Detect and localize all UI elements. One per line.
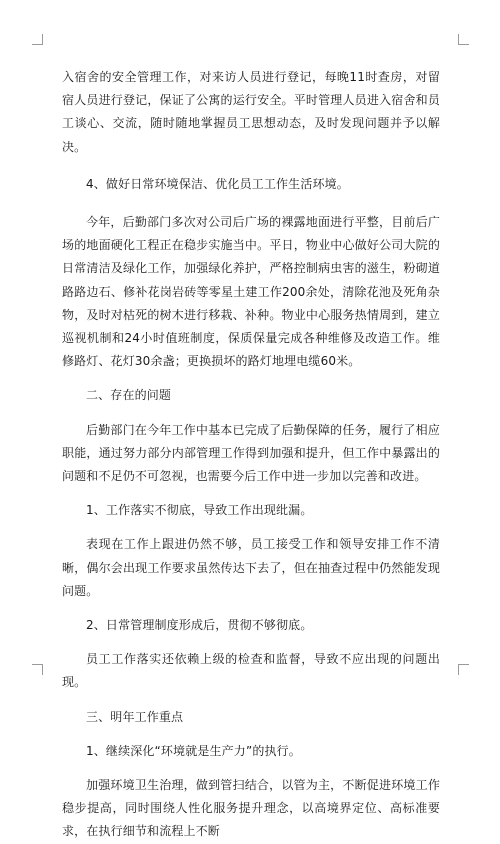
heading-problem-1: 1、工作落实不彻底，导致工作出现纰漏。 xyxy=(86,503,313,518)
paragraph-problem-1-detail: 表现在工作上跟进仍然不够，员工接受工作和领导安排工作不清晰，偶尔会出现工作要求虽然传达下去了，但在抽查过程中仍然能发现问题。 xyxy=(62,537,440,598)
section-heading-problems: 二、存在的问题 xyxy=(86,388,172,403)
heading-problem-2: 2、日常管理制度形成后，贯彻不够彻底。 xyxy=(86,618,313,633)
crop-mark-bottom-left xyxy=(32,664,43,675)
paragraph-problems-summary: 后勤部门在今年工作中基本已完成了后勤保障的任务，履行了相应职能，通过努力部分内部管理工作得到加强和提升，但工作中暴露出的问题和不足仍不可忽视，也需要今后工作中进一步加以完善和改进。 xyxy=(62,422,440,484)
heading-priority-1: 1、继续深化“环境就是生产力”的执行。 xyxy=(86,743,301,758)
paragraph-environment-work: 今年，后勤部门多次对公司后广场的裸露地面进行平整，目前后广场的地面硬化工程正在稳步实施当中。平日，物业中心做好公司大院的日常清洁及绿化工作，加强绿化养护，严格控制病虫害的滋生，粉砌道路路边石、修补花岗岩砖等零星土建工作200余处，清除花池及死角杂物，及时对枯死的树木进行移栽、补种。物业中心服务热情周到，建立巡视机制和24小时值班制度，保质保量完成各种维修及改造工作。维修路灯、花灯30余盏；更换损坏的路灯地埋电缆60米。 xyxy=(62,215,440,369)
document-body xyxy=(62,66,440,844)
crop-mark-top-left xyxy=(32,34,43,45)
section-heading-next-year: 三、明年工作重点 xyxy=(86,709,184,724)
heading-item-4-environment: 4、做好日常环境保洁、优化员工工作生活环境。 xyxy=(86,177,349,192)
paragraph-dormitory-management: 入宿舍的安全管理工作，对来访人员进行登记，每晚11时查房，对留宿人员进行登记，保证了公寓的运行安全。平时管理人员进入宿舍和员工谈心、交流，随时随地掌握员工思想动态，及时发现问题并予以解决。 xyxy=(62,70,440,154)
paragraph-problem-2-detail: 员工工作落实还依赖上级的检查和监督，导致不应出现的问题出现。 xyxy=(62,652,440,690)
paragraph-priority-1-detail: 加强环境卫生治理，做到管扫结合，以管为主，不断促进环境工作稳步提高，同时围绕人性化服务提升理念，以高境界定位、高标准要求，在执行细节和流程上不断 xyxy=(62,778,440,839)
crop-mark-bottom-right xyxy=(458,664,469,675)
crop-mark-top-right xyxy=(458,34,469,45)
